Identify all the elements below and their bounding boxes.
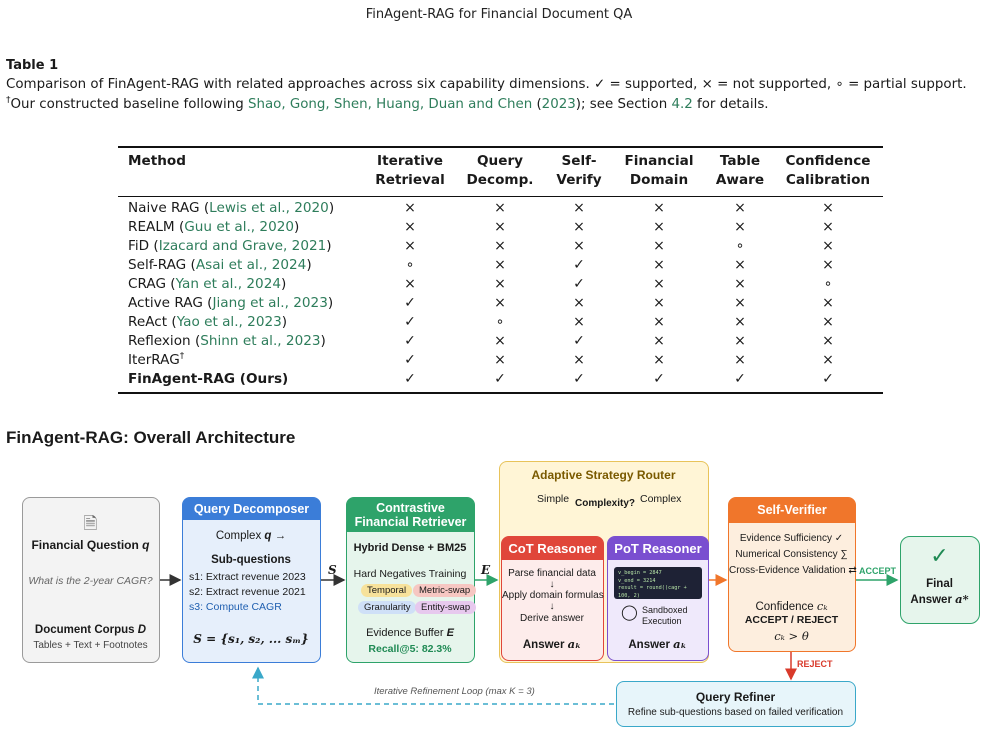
pot-reasoner-box <box>607 536 709 661</box>
pot-reasoner-title: PoT Reasoner <box>608 537 708 560</box>
caption-dagger: † <box>6 95 11 106</box>
method-name: IterRAG† <box>128 351 185 368</box>
capability-cell: × <box>734 295 746 311</box>
financial-retriever-title: Contrastive Financial Retriever <box>347 498 474 532</box>
capability-cell: ∘ <box>405 257 415 273</box>
cot-reasoner-box <box>501 536 604 661</box>
capability-cell: × <box>494 295 506 311</box>
capability-cell: ✓ <box>734 371 746 387</box>
capability-cell: × <box>573 238 585 254</box>
capability-cell: × <box>653 219 665 235</box>
recall-metric: Recall@5: 82.3% <box>368 643 452 655</box>
capability-cell: × <box>822 314 834 330</box>
capability-cell: ✓ <box>573 333 585 349</box>
capability-cell: × <box>653 276 665 292</box>
input-box <box>22 497 160 663</box>
caption-text-2: Our constructed baseline following <box>10 97 248 112</box>
financial-question-label: Financial Question q <box>31 538 150 552</box>
capability-cell: ✓ <box>653 371 665 387</box>
check-icon: ✓ <box>930 543 949 568</box>
citation-link[interactable]: Jiang et al., 2023 <box>212 295 328 311</box>
header-confidence: Confidence Calibration <box>785 153 871 188</box>
caption-section-link[interactable]: 4.2 <box>671 97 693 112</box>
capability-cell: × <box>734 314 746 330</box>
self-verifier-title: Self-Verifier <box>729 498 855 523</box>
caption-paren: ( <box>532 97 542 112</box>
capability-cell: × <box>653 295 665 311</box>
capability-cell: × <box>653 314 665 330</box>
financial-retriever-box <box>346 497 475 663</box>
tag-entity-swap: Entity-swap <box>415 601 476 614</box>
capability-cell: ✓ <box>404 352 416 368</box>
shield-icon: ◯ <box>621 604 638 621</box>
header-table-aware: Table Aware <box>715 153 765 188</box>
method-name: Reflexion (Shinn et al., 2023) <box>128 333 326 349</box>
capability-cell: × <box>404 238 416 254</box>
capability-cell: ∘ <box>495 314 505 330</box>
query-decomposer-title: Query Decomposer <box>183 498 320 520</box>
capability-cell: × <box>494 238 506 254</box>
capability-cell: ∘ <box>735 238 745 254</box>
capability-cell: × <box>573 200 585 216</box>
sub-question-2: s2: Extract revenue 2021 <box>189 586 306 598</box>
method-name: FinAgent-RAG (Ours) <box>128 371 289 387</box>
caption-year-link[interactable]: 2023 <box>541 97 576 112</box>
cot-step-derive: Derive answer <box>520 613 584 624</box>
capability-cell: × <box>653 352 665 368</box>
confidence-label: Confidence cₖ <box>755 599 828 613</box>
caption-citation-link[interactable]: Shao, Gong, Shen, Huang, Duan and Chen <box>247 97 533 112</box>
method-name: Naive RAG (Lewis et al., 2020) <box>128 200 335 216</box>
citation-link[interactable]: Guu et al., 2020 <box>184 219 295 235</box>
citation-link[interactable]: Shinn et al., 2023 <box>200 333 321 349</box>
capability-cell: ✓ <box>573 257 585 273</box>
method-name: ReAct (Yao et al., 2023) <box>128 314 288 330</box>
simple-branch-label: Simple <box>537 493 570 505</box>
edge-label-s: S <box>328 563 337 577</box>
capability-cell: × <box>734 219 746 235</box>
method-name: FiD (Izacard and Grave, 2021) <box>128 238 332 254</box>
header-self-verify: Self- Verify <box>556 153 602 188</box>
document-corpus-label: Document Corpus D <box>34 624 147 636</box>
sandboxed-execution-label: Sandboxed Execution <box>642 605 688 626</box>
capability-cell: × <box>494 333 506 349</box>
header-method: Method <box>128 153 186 169</box>
document-icon: 🗎 <box>83 514 98 533</box>
capability-cell: × <box>494 219 506 235</box>
capability-cell: ✓ <box>404 295 416 311</box>
running-header: FinAgent-RAG for Financial Document QA <box>365 7 633 22</box>
query-refiner-title: Query Refiner <box>695 690 776 704</box>
capability-cell: × <box>734 276 746 292</box>
capability-cell: × <box>573 314 585 330</box>
self-verifier-box <box>728 497 856 652</box>
tag-metric-swap: Metric-swap <box>413 584 476 597</box>
accept-reject-label: ACCEPT / REJECT <box>744 614 839 626</box>
cot-arrow-2: ↓ <box>549 601 555 612</box>
corpus-subtitle: Tables + Text + Footnotes <box>33 640 148 651</box>
check-numerical-consistency: Numerical Consistency ∑ <box>735 549 848 560</box>
method-name: CRAG (Yan et al., 2024) <box>128 276 287 292</box>
capability-cell: ✓ <box>404 314 416 330</box>
cot-step-apply: Apply domain formulas <box>502 590 604 601</box>
capability-cell: × <box>494 276 506 292</box>
diagram-title: FinAgent-RAG: Overall Architecture <box>6 428 296 447</box>
check-cross-evidence: Cross-Evidence Validation ⇄ <box>729 565 857 576</box>
final-label: Final <box>926 578 953 590</box>
citation-link[interactable]: Lewis et al., 2020 <box>209 200 329 216</box>
citation-link[interactable]: Izacard and Grave, 2021 <box>158 238 327 254</box>
capability-cell: ✓ <box>573 371 585 387</box>
citation-link[interactable]: Yan et al., 2024 <box>175 276 281 292</box>
pot-code-snippet: v_begin = 2847 v_end = 3214 result = round((cagr + 100, 2) <box>614 567 702 599</box>
capability-cell: × <box>822 200 834 216</box>
capability-cell: × <box>822 333 834 349</box>
capability-cell: × <box>494 200 506 216</box>
accept-edge-label: ACCEPT <box>859 566 897 576</box>
capability-cell: ✓ <box>404 371 416 387</box>
capability-cell: × <box>404 276 416 292</box>
reject-edge-label: REJECT <box>797 659 833 669</box>
tag-temporal: Temporal <box>361 584 412 597</box>
capability-cell: × <box>404 219 416 235</box>
capability-cell: × <box>653 257 665 273</box>
capability-cell: × <box>734 333 746 349</box>
sub-question-set-formula: S = {s₁, s₂, ... sₘ} <box>193 632 309 646</box>
capability-cell: × <box>822 352 834 368</box>
evidence-buffer-label: Evidence Buffer E <box>366 627 454 639</box>
sub-question-3: s3: Compute CAGR <box>189 601 282 613</box>
capability-cell: × <box>822 257 834 273</box>
threshold-condition: cₖ > θ <box>774 629 809 643</box>
capability-cell: × <box>822 219 834 235</box>
capability-cell: × <box>653 238 665 254</box>
query-decomposer-box <box>182 497 321 663</box>
query-refiner-box <box>616 681 856 727</box>
complex-query-label: Complex q → <box>215 530 287 542</box>
table-label: Table 1 <box>6 58 59 73</box>
cot-step-parse: Parse financial data <box>508 568 596 579</box>
final-answer-label: Answer a* <box>910 592 969 606</box>
capability-cell: × <box>573 352 585 368</box>
example-question: What is the 2-year CAGR? <box>28 575 153 587</box>
capability-cell: × <box>404 200 416 216</box>
header-query-decomp: Query Decomp. <box>466 153 534 188</box>
capability-cell: × <box>653 200 665 216</box>
citation-link[interactable]: Asai et al., 2024 <box>195 257 307 273</box>
capability-cell: × <box>822 295 834 311</box>
capability-cell: ✓ <box>494 371 506 387</box>
citation-link[interactable]: Yao et al., 2023 <box>176 314 282 330</box>
method-name: Self-RAG (Asai et al., 2024) <box>128 257 312 273</box>
capability-cell: × <box>734 352 746 368</box>
capability-cell: ∘ <box>823 276 833 292</box>
capability-cell: × <box>822 238 834 254</box>
sub-question-1: s1: Extract revenue 2023 <box>189 571 306 583</box>
cot-arrow-1: ↓ <box>549 579 555 590</box>
tag-granularity: Granularity <box>358 601 416 614</box>
query-refiner-subtitle: Refine sub-questions based on failed verification <box>627 707 844 718</box>
adaptive-router-title: Adaptive Strategy Router <box>531 468 676 482</box>
header-iterative: Iterative Retrieval <box>375 153 445 188</box>
capability-cell: × <box>734 200 746 216</box>
caption-text-3: ); see Section <box>575 97 672 112</box>
method-name: Active RAG (Jiang et al., 2023) <box>128 295 334 311</box>
cot-answer: Answer aₖ <box>522 637 582 651</box>
complexity-decision-label: Complexity? <box>574 498 635 509</box>
header-financial-domain: Financial Domain <box>624 153 694 188</box>
capability-cell: ✓ <box>822 371 834 387</box>
check-evidence-sufficiency: Evidence Sufficiency ✓ <box>739 533 844 544</box>
pot-answer: Answer aₖ <box>628 637 687 651</box>
hard-negatives-label: Hard Negatives Training <box>353 568 467 580</box>
caption-text-4: for details. <box>692 97 769 112</box>
sub-questions-title: Sub-questions <box>211 554 291 566</box>
method-name: REALM (Guu et al., 2020) <box>128 219 300 235</box>
capability-cell: × <box>494 352 506 368</box>
refinement-loop-label: Iterative Refinement Loop (max K = 3) <box>374 686 535 697</box>
capability-cell: × <box>653 333 665 349</box>
capability-cell: ✓ <box>573 276 585 292</box>
cot-reasoner-title: CoT Reasoner <box>502 537 603 560</box>
capability-cell: × <box>494 257 506 273</box>
final-answer-box <box>900 536 980 624</box>
edge-label-e: E <box>481 563 491 577</box>
complex-branch-label: Complex <box>640 493 682 505</box>
caption-text-1: Comparison of FinAgent-RAG with related approaches across six capability dimensions. ✓ = supported, × = not supported, ∘ = partial support. <box>6 77 967 92</box>
hybrid-retrieval-label: Hybrid Dense + BM25 <box>353 542 467 554</box>
capability-cell: × <box>573 219 585 235</box>
capability-cell: × <box>573 295 585 311</box>
capability-cell: × <box>734 257 746 273</box>
capability-cell: ✓ <box>404 333 416 349</box>
